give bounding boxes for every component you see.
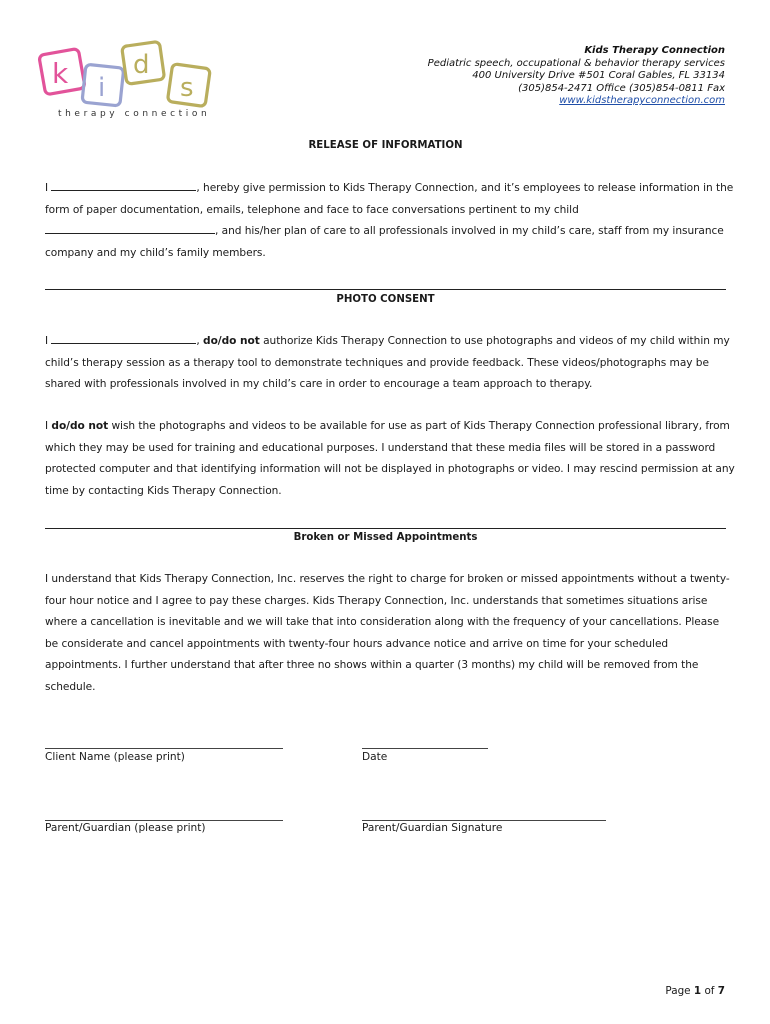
logo-letter-k: k: [52, 57, 69, 90]
company-name: Kids Therapy Connection: [584, 45, 725, 56]
clinic-header: [428, 45, 725, 108]
logo-letter-d: d: [133, 50, 150, 80]
do-do-not-2: do/do not: [51, 420, 109, 432]
company-phones: (305)854-2471 Office (305)854-0811 Fax: [518, 82, 725, 94]
release-paragraph: [45, 178, 735, 264]
company-tagline: Pediatric speech, occupational & behavior therapy services: [427, 57, 725, 69]
photo-consent-paragraph-1: I , do/do not authorize Kids Therapy Connection to use photographs and videos of my child within my child’s therapy session as a therapy tool to demonstrate techniques and provide feedback. These videos/photographs may be shared with professionals involved in my child’s care in order to encourage a team approach to therapy.: [45, 335, 730, 391]
page-number: Page 1 of 7: [665, 985, 725, 997]
appointments-paragraph: I understand that Kids Therapy Connection, Inc. reserves the right to charge for broken or missed appointments without a twenty-four hour notice and I agree to pay these charges. Kids Therapy Connection, Inc. understands that sometimes situations arise where a cancellation is inevitable and we will take that into consideration along with the frequency of your cancellations. Please be considerate and cancel appointments with twenty-four hours advance notice and arrive on time for your scheduled appointments. I further understand that after three no shows within a quarter (3 months) my child will be removed from the schedule.: [45, 573, 730, 693]
appointments-title: Broken or Missed Appointments: [293, 532, 478, 543]
release-name-blank[interactable]: [51, 180, 196, 191]
divider: [45, 289, 726, 290]
photo-name-blank[interactable]: [51, 333, 196, 344]
photo-text-2: wish the photographs and videos to be available for use as part of Kids Therapy Connection professional library, from which they may be used for training and educational purposes. I understand that these media files will be stored in a password protected computer and that identifying information will not be displayed in photographs or video. I may rescind permission at any time by contacting Kids Therapy Connection.: [45, 420, 735, 497]
logo-letter-i: i: [98, 73, 106, 103]
client-name-label: Client Name (please print): [45, 751, 185, 763]
release-i: I: [45, 182, 49, 194]
date-label: Date: [362, 751, 388, 763]
do-do-not-1: do/do not: [203, 335, 260, 347]
total-pages: 7: [717, 985, 725, 997]
release-text-1: , hereby give permission to Kids Therapy Connection, and it’s employees to release information in the form of paper documentation, emails, telephone and face to face conversations pertinent to my child: [45, 182, 734, 216]
logo-letter-s: s: [180, 73, 194, 103]
date-line[interactable]: [362, 748, 488, 749]
photo-text-1: authorize Kids Therapy Connection to use photographs and videos of my child within my child’s therapy session as a therapy tool to demonstrate techniques and provide feedback. These videos/photographs may be shared with professionals involved in my child’s care in order to encourage a team approach to therapy.: [45, 335, 730, 391]
parent-signature-label: Parent/Guardian Signature: [362, 822, 503, 834]
client-name-line[interactable]: [45, 748, 283, 749]
release-title: RELEASE OF INFORMATION: [308, 140, 463, 151]
company-address: 400 University Drive #501 Coral Gables, FL 33134: [472, 70, 725, 82]
child-name-blank[interactable]: [45, 223, 215, 234]
parent-print-label: Parent/Guardian (please print): [45, 822, 206, 834]
website-link[interactable]: www.kidstherapyconnection.com: [559, 95, 725, 107]
divider: [45, 528, 726, 529]
current-page: 1: [693, 985, 702, 997]
parent-print-line[interactable]: [45, 820, 283, 821]
release-text-2: , and his/her plan of care to all professionals involved in my child’s care, staff from my insurance company and my child’s family members.: [45, 225, 724, 259]
parent-signature-line[interactable]: [362, 820, 606, 821]
photo-consent-paragraph-2: I do/do not wish the photographs and videos to be available for use as part of Kids Therapy Connection professional library, from which they may be used for training and educational purposes. I understand that these media files will be stored in a password protected computer and that identifying information will not be displayed in photographs or video. I may rescind permission at any time by contacting Kids Therapy Connection.: [45, 420, 735, 497]
photo-i: I: [45, 335, 49, 347]
logo-subtitle: therapy connection: [58, 109, 211, 119]
photo-consent-title: PHOTO CONSENT: [336, 294, 435, 305]
